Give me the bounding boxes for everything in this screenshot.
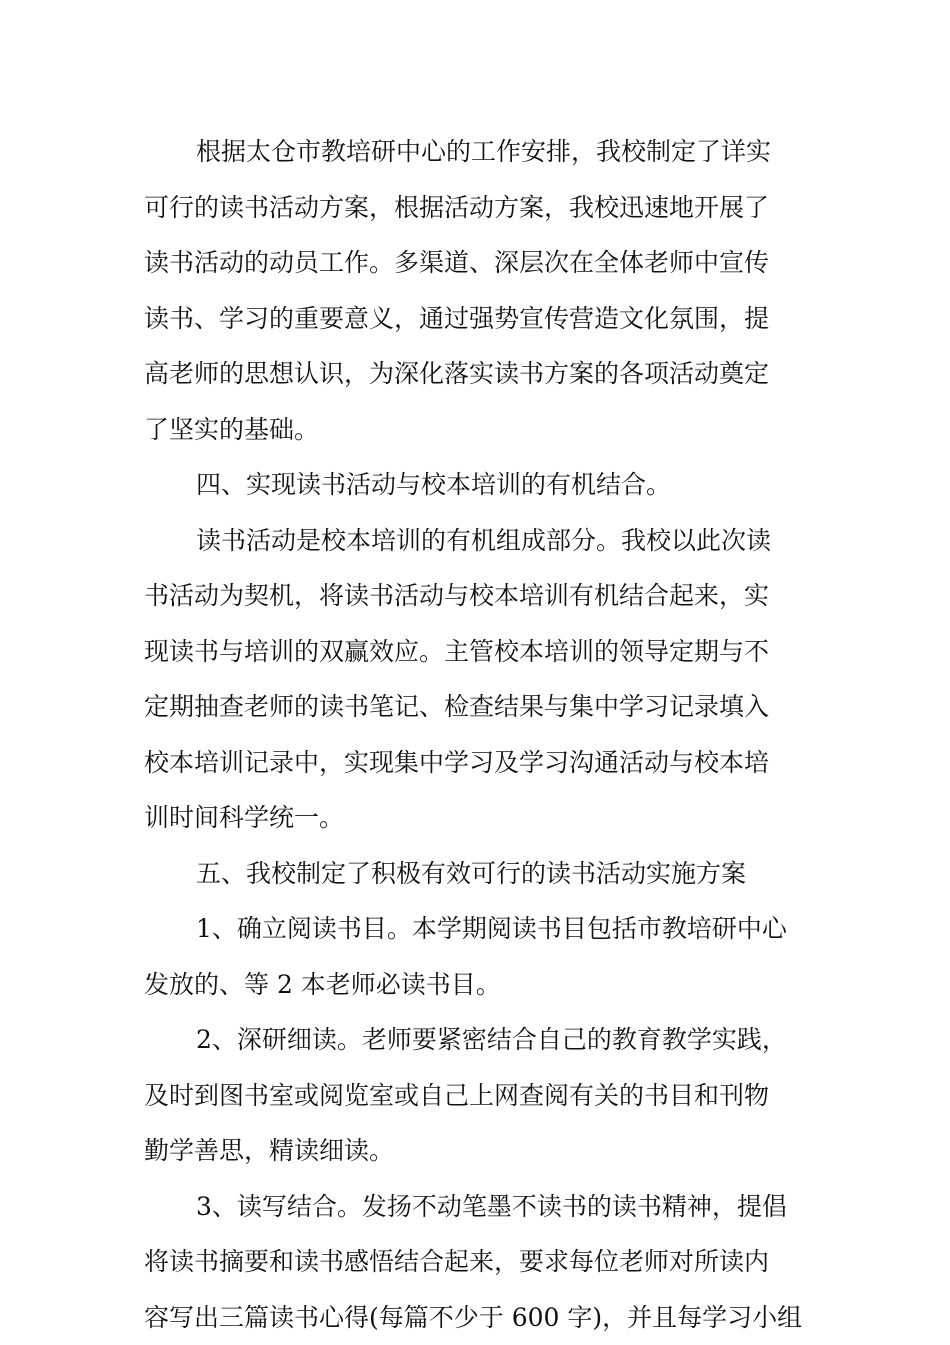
section-heading: 四、实现读书活动与校本培训的有机结合。 (144, 457, 816, 513)
paragraph-line: 校本培训记录中，实现集中学习及学习沟通活动与校本培 (144, 735, 816, 791)
paragraph-line: 书活动为契机，将读书活动与校本培训有机结合起来，实 (144, 568, 816, 624)
paragraph-line: 现读书与培训的双赢效应。主管校本培训的领导定期与不 (144, 624, 816, 680)
list-item: 3、读写结合。发扬不动笔墨不读书的读书精神，提倡 (144, 1179, 816, 1235)
list-item: 2、深研细读。老师要紧密结合自己的教育教学实践， (144, 1012, 816, 1068)
list-item-continuation: 容写出三篇读书心得(每篇不少于 600 字)，并且每学习小组 (144, 1290, 816, 1345)
list-item-continuation: 及时到图书室或阅览室或自己上网查阅有关的书目和刊物 (144, 1068, 816, 1124)
paragraph-line: 读书、学习的重要意义，通过强势宣传营造文化氛围，提 (144, 291, 816, 347)
paragraph-line: 定期抽查老师的读书笔记、检查结果与集中学习记录填入 (144, 679, 816, 735)
document-body (144, 124, 816, 1345)
list-item-continuation: 发放的、等 2 本老师必读书目。 (144, 957, 816, 1013)
paragraph-line: 读书活动的动员工作。多渠道、深层次在全体老师中宣传 (144, 235, 816, 291)
paragraph-line: 可行的读书活动方案，根据活动方案，我校迅速地开展了 (144, 180, 816, 236)
list-item: 1、确立阅读书目。本学期阅读书目包括市教培研中心 (144, 901, 816, 957)
paragraph-line: 高老师的思想认识，为深化落实读书方案的各项活动奠定 (144, 346, 816, 402)
list-item-continuation: 勤学善思，精读细读。 (144, 1123, 816, 1179)
paragraph-line: 训时间科学统一。 (144, 790, 816, 846)
paragraph-line: 了坚实的基础。 (144, 402, 816, 458)
list-item-continuation: 将读书摘要和读书感悟结合起来，要求每位老师对所读内 (144, 1234, 816, 1290)
paragraph-line: 根据太仓市教培研中心的工作安排，我校制定了详实 (144, 124, 816, 180)
paragraph-line: 读书活动是校本培训的有机组成部分。我校以此次读 (144, 513, 816, 569)
section-heading: 五、我校制定了积极有效可行的读书活动实施方案 (144, 846, 816, 902)
